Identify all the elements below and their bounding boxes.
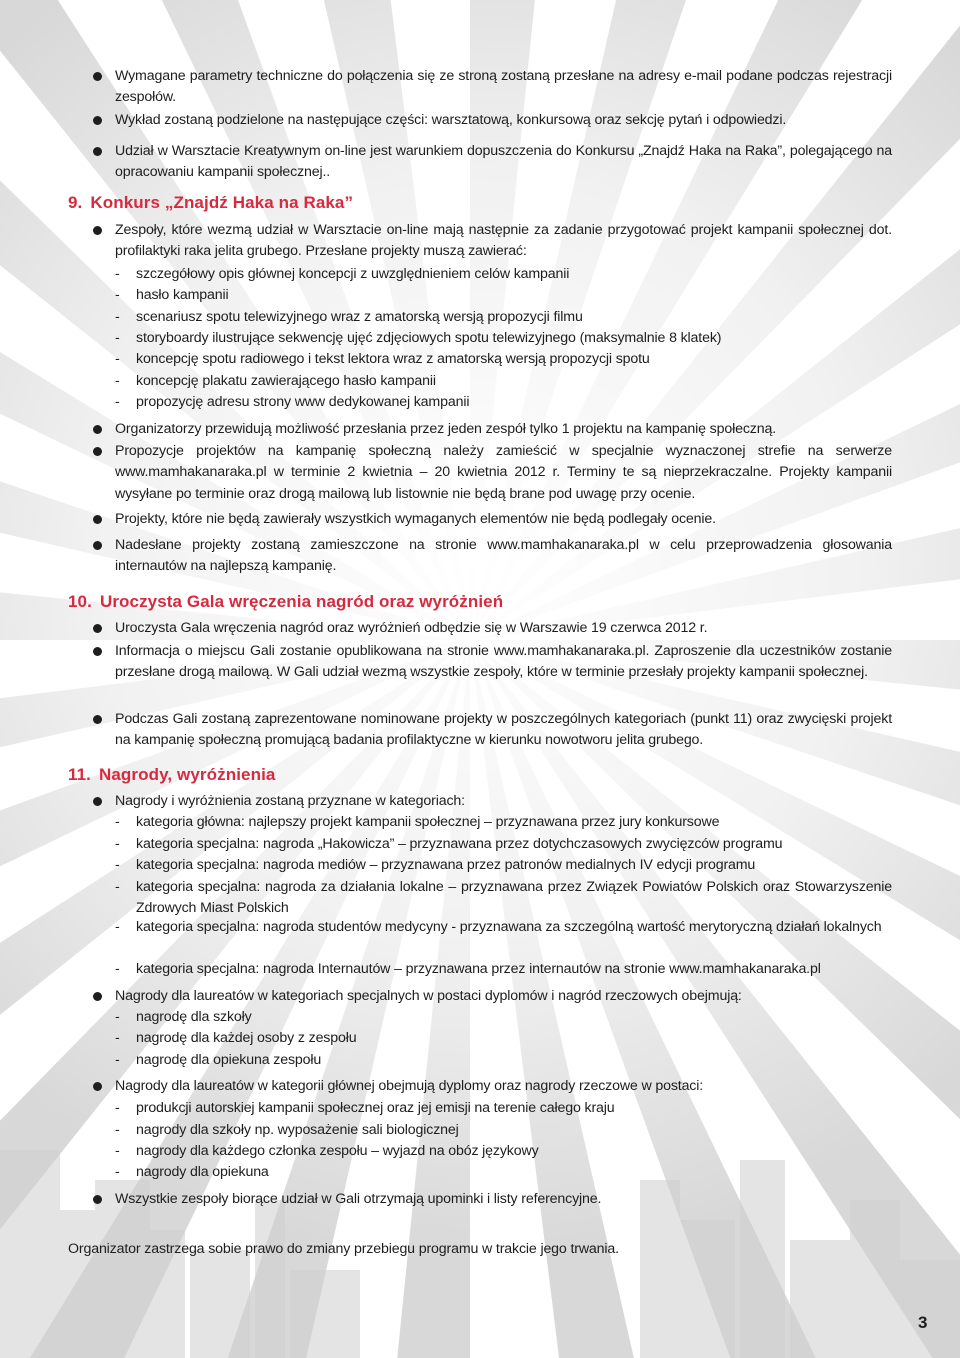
- bullet-icon: [93, 624, 102, 633]
- s9-item-4: [115, 509, 892, 530]
- s11-item-2: [115, 986, 892, 1007]
- bullet-icon: [93, 541, 102, 550]
- bullet-icon: [93, 425, 102, 434]
- closing-note: Organizator zastrzega sobie prawo do zmiany przebiegu programu w trakcie jego trwania.: [68, 1241, 619, 1257]
- s10-item-2: [115, 641, 892, 684]
- section-9-number: 9.: [68, 193, 83, 212]
- s10-item-1: [115, 618, 892, 639]
- s9-text-3: Propozycje projektów na kampanię społeczną należy zamieścić w specjalnie wyznaczonej strefie na serwerze www.mamhakanaraka.pl w terminie 2 kwietnia – 20 kwietnia 2012 r. Terminy te są nieprzekraczalne. Projekty kampanii wysyłane po terminie oraz drogą mailową lub listownie nie będą brane pod uwagę przy ocenie.: [115, 443, 892, 502]
- page-number: 3: [918, 1313, 928, 1332]
- bullet-icon: [93, 116, 102, 125]
- intro-text-2: Wykład zostaną podzielone na następujące części: warsztatową, konkursową oraz sekcję pytań i odpowiedzi.: [115, 112, 787, 128]
- bullet-icon: [93, 226, 102, 235]
- s11-text-4: Wszystkie zespoły biorące udział w Gali otrzymają upominki i listy referencyjne.: [115, 1191, 602, 1207]
- bullet-icon: [93, 715, 102, 724]
- bullet-icon: [93, 797, 102, 806]
- bullet-icon: [93, 1082, 102, 1091]
- s10-text-2: Informacja o miejscu Gali zostanie opublikowana na stronie www.mamhakanaraka.pl. Zaproszenie dla uczestników zostanie przesłane drogą mailową. W Gali udział wezmą wszystkie zespoły, które w terminie przesłały projekty kampanii społecznej.: [115, 643, 892, 681]
- bullet-icon: [93, 447, 102, 456]
- bullet-icon: [93, 992, 102, 1001]
- s9-item-3: [115, 441, 892, 505]
- section-9-title: Konkurs „Znajdź Haka na Raka”: [90, 193, 354, 212]
- s10-text-3: Podczas Gali zostaną zaprezentowane nominowane projekty w poszczególnych kategoriach (punkt 11) oraz zwycięski projekt na kampanię społeczną promującą badania profilaktyczne w kierunku nowotworu jelita grubego.: [115, 711, 892, 749]
- bullet-icon: [93, 72, 102, 81]
- section-11-heading: [68, 765, 275, 785]
- section-10-heading: [68, 592, 503, 612]
- section-10-title: Uroczysta Gala wręczenia nagród oraz wyróżnień: [99, 592, 504, 611]
- s9-item-5: [115, 535, 892, 578]
- s9-item-2: [115, 419, 892, 440]
- s11-text-1: Nagrody i wyróżnienia zostaną przyznane w kategoriach:: [115, 793, 465, 809]
- intro-item-3: [115, 141, 892, 184]
- bullet-icon: [93, 515, 102, 524]
- s9-text-4: Projekty, które nie będą zawierały wszystkich wymaganych elementów nie będą podlegały ocenie.: [115, 511, 716, 527]
- s10-text-1: Uroczysta Gala wręczenia nagród oraz wyróżnień odbędzie się w Warszawie 19 czerwca 2012 r.: [115, 620, 708, 636]
- s11-text-2: Nagrody dla laureatów w kategoriach specjalnych w postaci dyplomów i nagród rzeczowych obejmują:: [115, 988, 742, 1004]
- bullet-icon: [93, 147, 102, 156]
- intro-text-3: Udział w Warsztacie Kreatywnym on-line jest warunkiem dopuszczenia do Konkursu „Znajdź Haka na Raka”, polegającego na opracowaniu kampanii społecznej..: [115, 143, 892, 181]
- intro-item-1: [115, 66, 892, 109]
- intro-item-2: [115, 110, 892, 131]
- section-9-heading: [68, 193, 353, 213]
- s11-text-3: Nagrody dla laureatów w kategorii głównej obejmują dyplomy oraz nagrody rzeczowe w postaci:: [115, 1078, 704, 1094]
- s11-item-1: [115, 791, 892, 812]
- section-10-number: 10.: [68, 592, 92, 611]
- s9-item-1: [115, 220, 892, 263]
- section-11-title: Nagrody, wyróżnienia: [99, 765, 276, 784]
- s9-text-2: Organizatorzy przewidują możliwość przesłania przez jeden zespół tylko 1 projektu na kampanię społeczną.: [115, 421, 777, 437]
- s11-item-3: [115, 1076, 892, 1097]
- section-11-number: 11.: [68, 765, 91, 784]
- s9-text-5: Nadesłane projekty zostaną zamieszczone na stronie www.mamhakanaraka.pl w celu przeprowadzenia głosowania internautów na najlepszą kampanię.: [115, 537, 892, 575]
- s9-text-1: Zespoły, które wezmą udział w Warsztacie on-line mają następnie za zadanie przygotować projekt kampanii społecznej dot. profilaktyki raka jelita grubego. Przesłane projekty muszą zawierać:: [115, 222, 892, 260]
- bullet-icon: [93, 1195, 102, 1204]
- intro-text-1: Wymagane parametry techniczne do połączenia się ze stroną zostaną przesłane na adresy e-mail podane podczas rejestracji zespołów.: [115, 68, 892, 106]
- bullet-icon: [93, 647, 102, 656]
- s10-item-3: [115, 709, 892, 752]
- s11-item-4: [115, 1189, 892, 1210]
